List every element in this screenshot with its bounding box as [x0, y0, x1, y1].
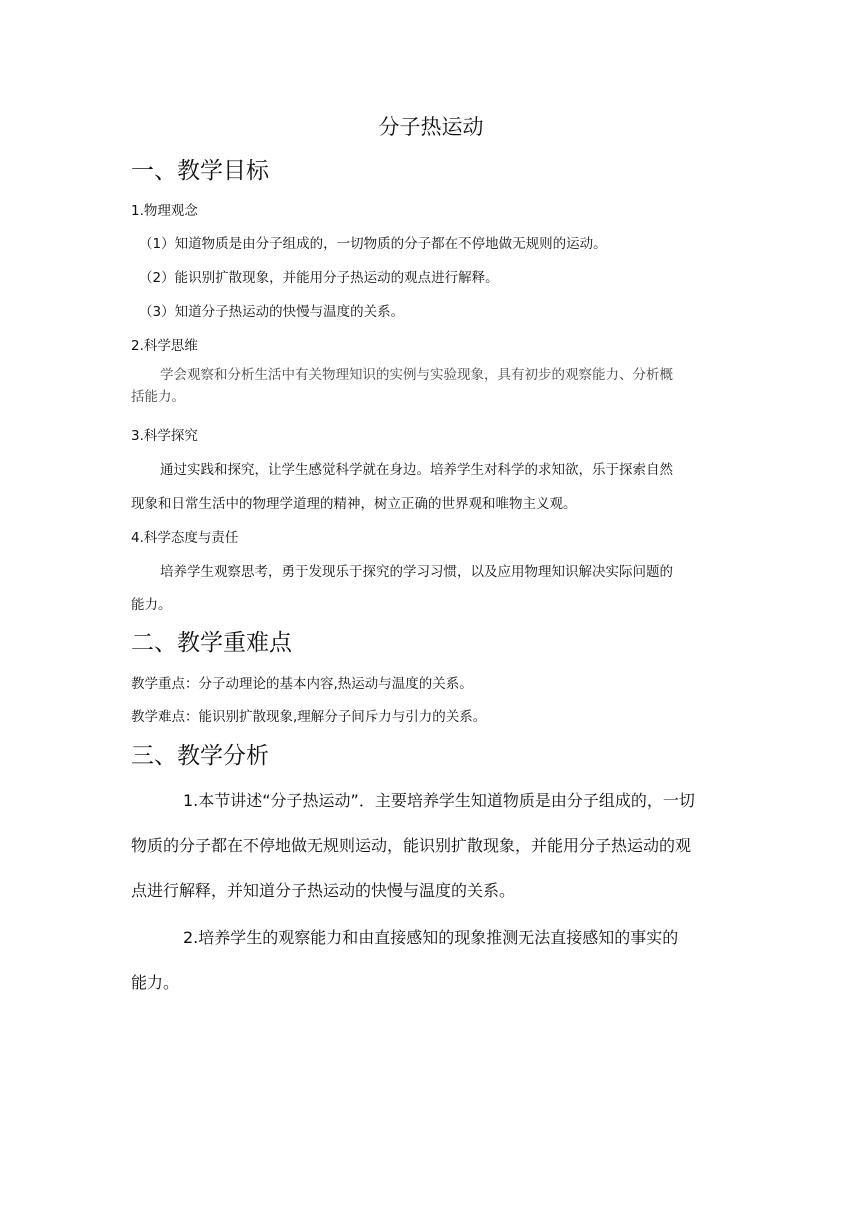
section-heading-teaching-goals: 一、教学目标 — [131, 158, 269, 184]
paragraph-line: 1.本节讲述“分子热运动”．主要培养学生知道物质是由分子组成的，一切 — [183, 791, 695, 810]
key-point-text: 教学重点：分子动理论的基本内容,热运动与温度的关系。 — [131, 676, 473, 692]
paragraph-line: 现象和日常生活中的物理学道理的精神，树立正确的世界观和唯物主义观。 — [131, 496, 577, 512]
subheading-scientific-inquiry: 3.科学探究 — [131, 428, 198, 444]
paragraph-line: 2.培养学生的观察能力和由直接感知的现象推测无法直接感知的事实的 — [183, 928, 679, 947]
paragraph-line: 能力。 — [131, 597, 172, 613]
paragraph-line: 能力。 — [131, 973, 180, 992]
subheading-scientific-thinking: 2.科学思维 — [131, 338, 198, 354]
paragraph-line: 学会观察和分析生活中有关物理知识的实例与实验现象，具有初步的观察能力、分析概 — [160, 367, 673, 383]
paragraph-line: 通过实践和探究，让学生感觉科学就在身边。培养学生对科学的求知欲，乐于探索自然 — [160, 462, 673, 478]
list-item: （2）能识别扩散现象，并能用分子热运动的观点进行解释。 — [139, 270, 499, 286]
section-heading-teaching-analysis: 三、教学分析 — [131, 743, 269, 769]
list-item: （3）知道分子热运动的快慢与温度的关系。 — [139, 304, 405, 320]
paragraph-line: 物质的分子都在不停地做无规则运动，能识别扩散现象，并能用分子热运动的观 — [131, 836, 692, 855]
list-item: （1）知道物质是由分子组成的，一切物质的分子都在不停地做无规则的运动。 — [139, 236, 607, 252]
difficult-point-text: 教学难点：能识别扩散现象,理解分子间斥力与引力的关系。 — [131, 709, 487, 725]
subheading-attitude-responsibility: 4.科学态度与责任 — [131, 530, 239, 546]
document-page — [131, 0, 731, 1216]
paragraph-line: 点进行解释，并知道分子热运动的快慢与温度的关系。 — [131, 881, 516, 900]
paragraph-line: 培养学生观察思考，勇于发现乐于探究的学习习惯，以及应用物理知识解决实际问题的 — [160, 564, 673, 580]
paragraph-line: 括能力。 — [131, 389, 185, 405]
document-title: 分子热运动 — [378, 115, 484, 139]
subheading-physics-concept: 1.物理观念 — [131, 203, 198, 219]
section-heading-key-points: 二、教学重难点 — [131, 630, 292, 656]
